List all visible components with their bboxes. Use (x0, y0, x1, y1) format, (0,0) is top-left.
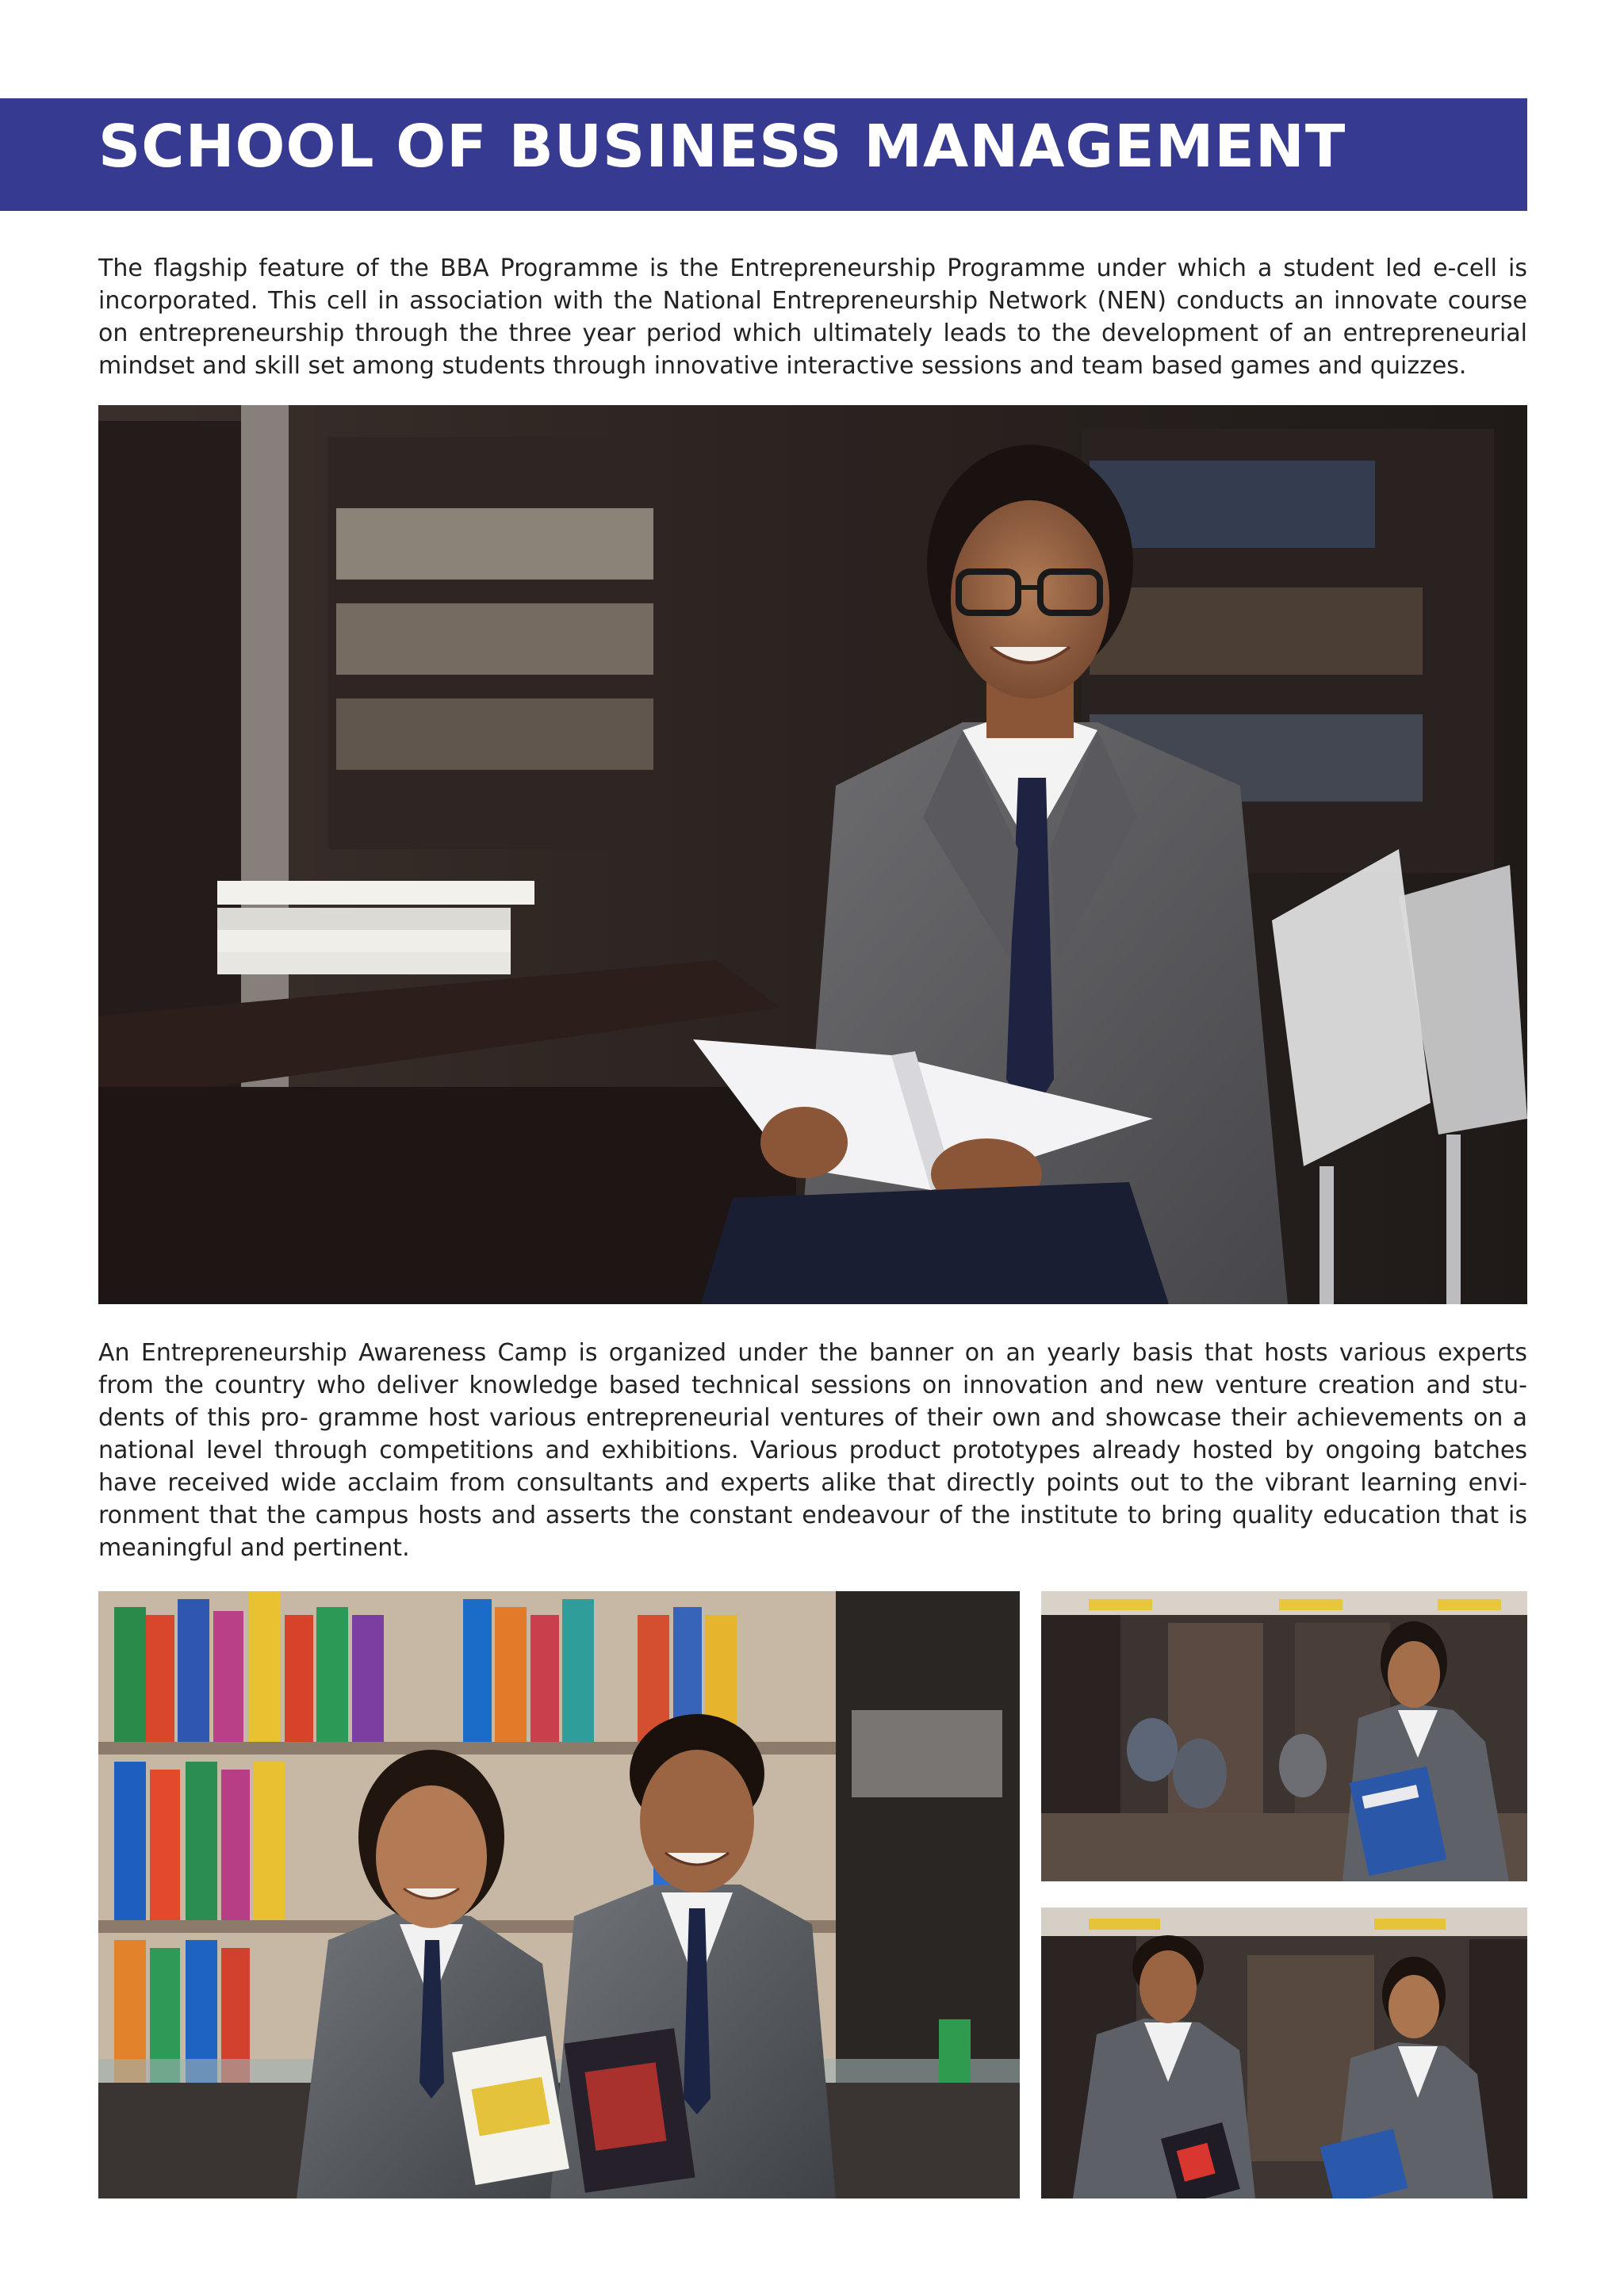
header-band (0, 98, 1527, 211)
camp-paragraph: An Entrepreneurship Awareness Camp is organized under the banner on an yearly basis that hosts various experts from the country who deliver knowledge based technical sessions on innovation and new venture creation and stu- dents of this pro- gramme host various entrepreneurial ventures of their own and showcase their achievements on a national level through competitions and exhibitions. Various product prototypes already hosted by ongoing batches have received wide acclaim from consultants and experts alike that directly points out to the vibrant learning envi- ronment that the campus hosts and asserts the constant endeavour of the institute to bring quality education that is meaningful and pertinent. (98, 1339, 1527, 1562)
student-economics-book-photo (1041, 1591, 1527, 1881)
two-students-library-photo (1041, 1908, 1527, 2198)
student-library-photo (98, 405, 1527, 1304)
intro-paragraph: The flagship feature of the BBA Programme is the Entrepreneurship Programme under which a student led e-cell is incorporated. This cell in association with the National Entrepreneurship Network (NEN) conducts an innovate course on entrepreneurship through the three year period which ultimately leads to the development of an entrepreneurial mindset and skill set among students through innovative interactive sessions and team based games and quizzes. (98, 254, 1527, 380)
page-title: SCHOOL OF BUSINESS MANAGEMENT (98, 113, 1346, 181)
two-students-photo (98, 1591, 1020, 2198)
